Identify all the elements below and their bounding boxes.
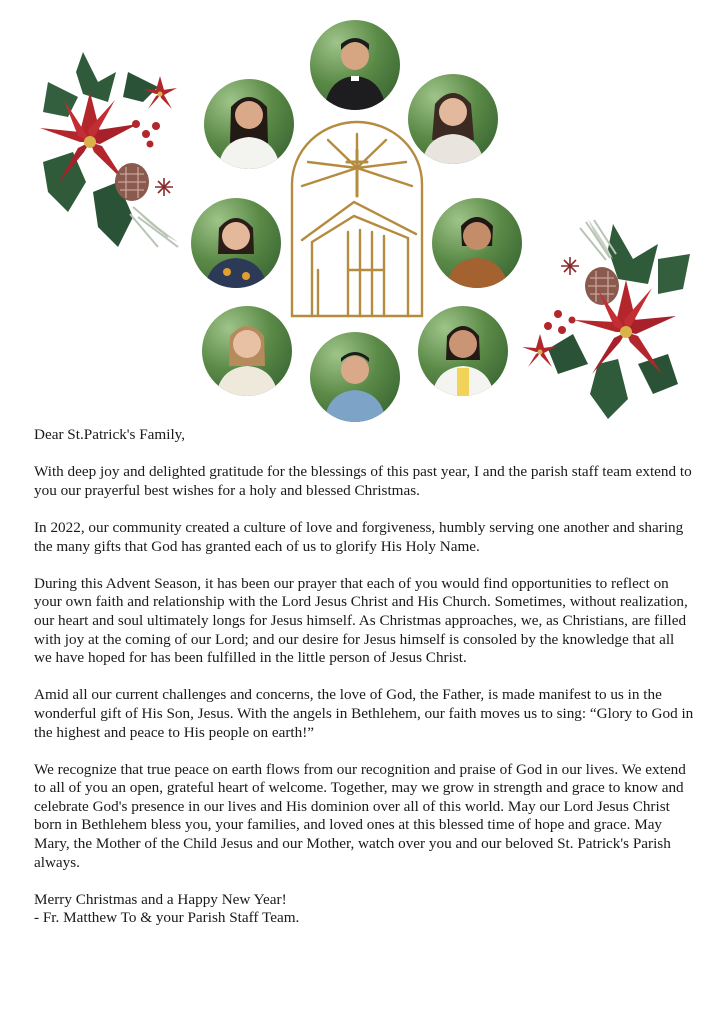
closing-greeting: Merry Christmas and a Happy New Year! — [34, 890, 287, 908]
letter-paragraph: We recognize that true peace on earth flows from our recognition and praise of God in our lives. We extend to all of you an open, grateful heart of welcome. Together, may we grow in strength and grace to know and celebrate God's presence in our lives and His dominion over all of this world. May our Lord Jesus Christ born in Bethlehem bless you, your families, and loved ones at this blessed time of hope and grace. May Mary, the Mother of the Child Jesus and our Mother, watch over you and our beloved St. Patrick's Parish always. — [34, 760, 686, 871]
letter-paragraph: With deep joy and delighted gratitude for the blessings of this past year, I and the parish staff team extend to you our prayerful best wishes for a holy and blessed Christmas. — [34, 463, 692, 499]
staff-portrait-5 — [432, 198, 522, 288]
staff-portrait-4 — [191, 198, 281, 288]
church-arch-logo — [288, 120, 426, 320]
staff-portrait-8 — [418, 306, 508, 396]
letter-body — [34, 426, 694, 928]
pine-cone-icon — [585, 267, 619, 305]
holly-leaves-icon — [43, 52, 178, 247]
letter-paragraph: During this Advent Season, it has been our prayer that each of you would find opportunities to reflect on your own faith and relationship with the Lord Jesus Christ and His Church. Sometimes, without realization, our heart and soul ultimately longs for Jesus himself. As Christmas approaches, we, as Christians, are filled with joy at the coming of our Lord; and our desire for Jesus himself is consoled by the knowledge that all we have hoped for has been fulfilled in the little person of Jesus Christ. — [34, 574, 688, 667]
salutation: Dear St.Patrick's Family, — [34, 426, 186, 443]
signature: - Fr. Matthew To & your Parish Staff Team. — [34, 909, 300, 927]
snowflake-icon — [561, 257, 579, 275]
staff-portrait-6 — [202, 306, 292, 396]
berries-icon — [132, 120, 160, 148]
staff-portrait-2 — [204, 79, 294, 169]
letter-paragraph: In 2022, our community created a culture of love and forgiveness, humbly serving one another and sharing the many gifts that God has granted each of us to glorify His Holy Name. — [34, 518, 684, 555]
berries-icon — [544, 310, 576, 334]
letter-paragraph: Amid all our current challenges and concerns, the love of God, the Father, is made manifest to us in the wonderful gift of His Son, Jesus. With the angels in Bethlehem, our faith moves us to sing: “Glory to God in the highest and peace to His people on earth!” — [34, 686, 694, 741]
pine-cone-icon — [115, 163, 149, 201]
poinsettia-decoration-left — [38, 42, 188, 250]
poinsettia-decoration-right — [518, 214, 694, 424]
staff-portrait-priest — [310, 20, 400, 110]
staff-portrait-3 — [408, 74, 498, 164]
snowflake-icon — [155, 178, 173, 196]
staff-portrait-7 — [310, 332, 400, 422]
